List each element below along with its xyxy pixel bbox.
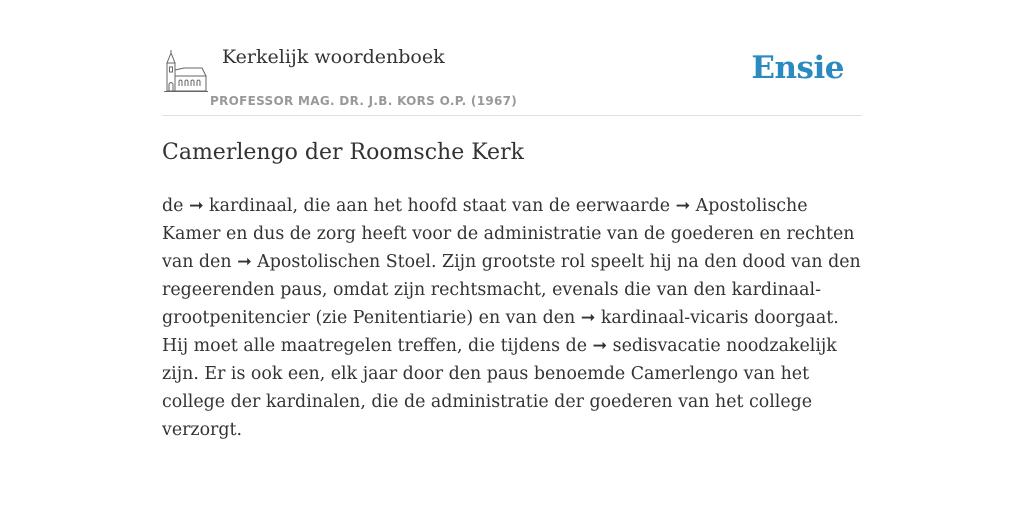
church-icon [164, 48, 208, 94]
book-author: PROFESSOR MAG. DR. J.B. KORS O.P. (1967) [210, 94, 518, 108]
ensie-logo[interactable]: Ensie [751, 50, 844, 86]
cross-reference-link[interactable]: ➞ Apostolische Kamer [162, 196, 808, 244]
body-text: . Zijn grootste rol speelt hij na den dood van den regeerenden paus, omdat zijn rechtsmacht, evenals die van den kardinaal-grootpenitencier (zie Penitentiarie) en van den [162, 252, 861, 328]
book-header [162, 38, 862, 116]
entry-body [162, 192, 862, 444]
body-text: en dus de zorg heeft voor de administratie van de goederen en rechten van den [162, 224, 855, 272]
body-text: de [162, 196, 189, 216]
body-text: doorgaat. Hij moet alle maatregelen treffen, die tijdens de [162, 308, 839, 356]
cross-reference-link[interactable]: ➞ Apostolischen Stoel [237, 252, 431, 272]
cross-reference-link[interactable]: ➞ sedisvacatie [592, 336, 721, 356]
entry-title: Camerlengo der Roomsche Kerk [162, 140, 524, 165]
cross-reference-link[interactable]: ➞ kardinaal-vicaris [580, 308, 749, 328]
body-text: , die aan het hoofd staat van de eerwaarde [292, 196, 676, 216]
body-text: noodzakelijk zijn. Er is ook een, elk jaar door den paus benoemde Camerlengo van het college der kardinalen, die de administratie der goederen van het college verzorgt. [162, 336, 837, 440]
book-title[interactable]: Kerkelijk woordenboek [222, 46, 445, 68]
cross-reference-link[interactable]: ➞ kardinaal [188, 196, 293, 216]
